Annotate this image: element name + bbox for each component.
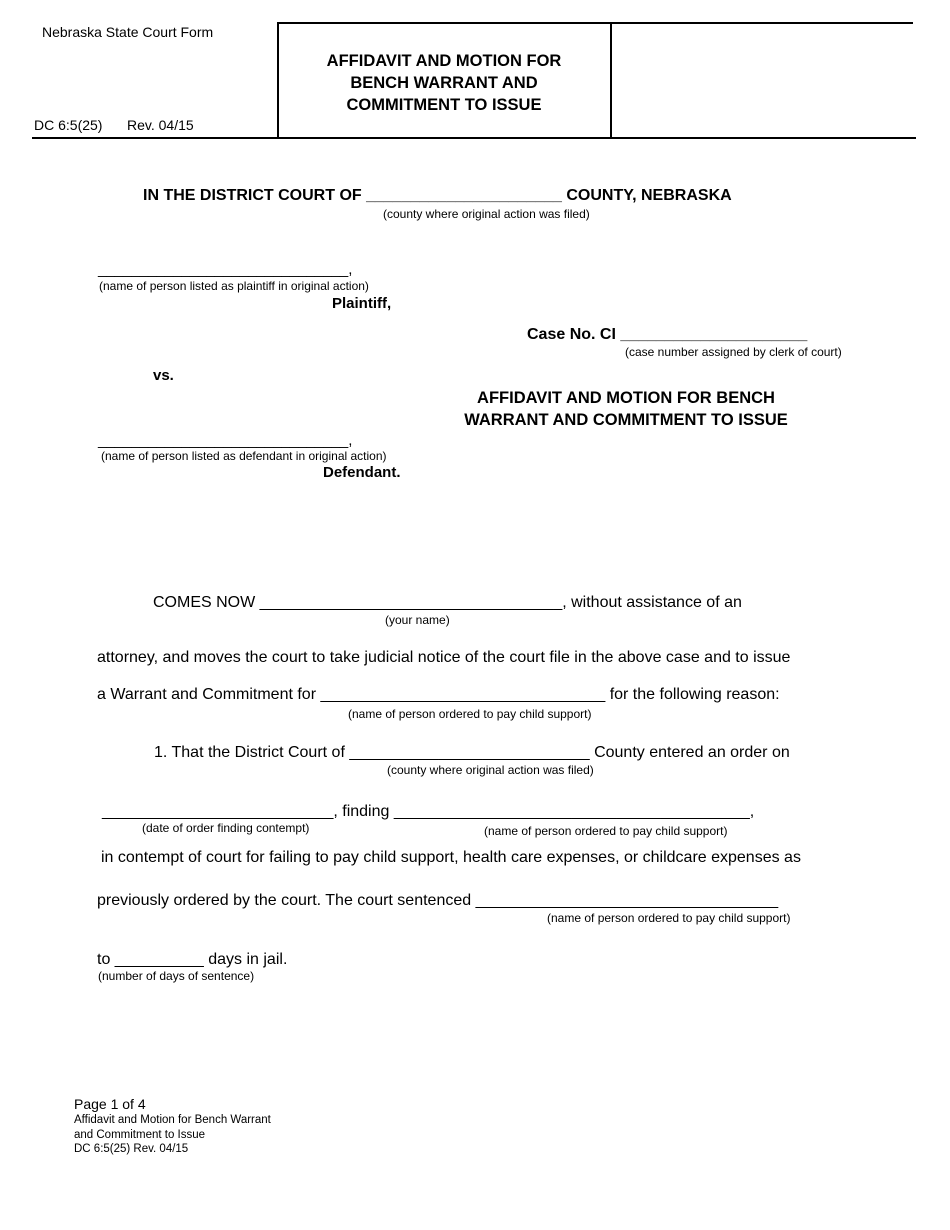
defendant-name-blank[interactable]: ______________________________, <box>98 432 353 449</box>
days-line <box>97 951 287 969</box>
court-suffix: COUNTY, NEBRASKA <box>566 187 732 204</box>
days-blank[interactable]: __________ <box>114 951 204 968</box>
sentenced-line <box>97 892 778 910</box>
finding-label: , finding <box>333 803 390 820</box>
header-title-line1: AFFIDAVIT AND MOTION FOR <box>326 52 562 70</box>
form-number: DC 6:5(25) <box>34 117 103 133</box>
days-suffix: days in jail. <box>208 951 288 968</box>
order-county-blank[interactable]: ___________________________ <box>349 744 590 761</box>
item-1-prefix: 1. That the District Court of <box>154 744 345 761</box>
your-name-hint: (your name) <box>385 613 450 627</box>
footer-title-line1: Affidavit and Motion for Bench Warrant <box>74 1114 271 1126</box>
case-number-line <box>527 326 807 344</box>
defendant-hint: (name of person listed as defendant in original action) <box>101 449 387 463</box>
plaintiff-name-blank[interactable]: ______________________________, <box>98 261 353 278</box>
order-date-blank[interactable]: __________________________ <box>102 803 334 820</box>
warrant-person-blank[interactable]: ________________________________ <box>320 686 606 703</box>
plaintiff-hint: (name of person listed as plaintiff in original action) <box>99 279 369 293</box>
county-hint: (county where original action was filed) <box>383 207 590 221</box>
comes-now-suffix: , without assistance of an <box>562 594 742 611</box>
contempt-text-line: in contempt of court for failing to pay child support, health care expenses, or childcare expenses as <box>101 849 801 866</box>
document-title-line2: WARRANT AND COMMITMENT TO ISSUE <box>464 411 788 429</box>
court-prefix: IN THE DISTRICT COURT OF <box>143 187 362 204</box>
court-line <box>143 187 732 205</box>
comes-now-line <box>153 594 742 612</box>
case-number-blank[interactable]: _____________________ <box>620 326 808 343</box>
header-title-line3: COMMITMENT TO ISSUE <box>346 96 542 114</box>
case-number-hint: (case number assigned by clerk of court) <box>625 345 842 359</box>
item-1-line <box>154 744 790 762</box>
header-title-line2: BENCH WARRANT AND <box>350 74 538 92</box>
sentenced-person-hint: (name of person ordered to pay child support) <box>547 911 791 925</box>
page-number: Page 1 of 4 <box>74 1096 146 1112</box>
form-source: Nebraska State Court Form <box>42 24 214 40</box>
motion-text-line: attorney, and moves the court to take judicial notice of the court file in the above case and to issue <box>97 649 791 666</box>
plaintiff-label: Plaintiff, <box>332 295 392 312</box>
footer-title-line2: and Commitment to Issue <box>74 1129 206 1141</box>
footer-form-number: DC 6:5(25) Rev. 04/15 <box>74 1143 189 1155</box>
contempt-person-blank[interactable]: ________________________________________, <box>393 803 755 820</box>
order-date-hint: (date of order finding contempt) <box>142 821 310 835</box>
warrant-for-line <box>97 686 780 704</box>
form-revision: Rev. 04/15 <box>127 117 194 133</box>
finding-line <box>102 803 754 821</box>
order-county-hint: (county where original action was filed) <box>387 763 594 777</box>
header-title <box>278 50 610 116</box>
warrant-person-hint: (name of person ordered to pay child support) <box>348 707 592 721</box>
sentenced-prefix: previously ordered by the court. The court sentenced <box>97 892 472 909</box>
days-hint: (number of days of sentence) <box>98 969 255 983</box>
days-prefix: to <box>97 951 111 968</box>
warrant-for-prefix: a Warrant and Commitment for <box>97 686 317 703</box>
your-name-blank[interactable]: __________________________________ <box>259 594 563 611</box>
contempt-person-hint: (name of person ordered to pay child support) <box>484 824 728 838</box>
document-title-line1: AFFIDAVIT AND MOTION FOR BENCH <box>477 389 775 407</box>
item-1-suffix: County entered an order on <box>594 744 790 761</box>
warrant-for-suffix: for the following reason: <box>609 686 780 703</box>
county-blank[interactable]: ______________________ <box>366 187 562 204</box>
versus-label: vs. <box>153 367 174 384</box>
case-label: Case No. CI <box>527 326 616 343</box>
comes-now-label: COMES NOW <box>153 594 256 611</box>
sentenced-person-blank[interactable]: __________________________________ <box>475 892 779 909</box>
defendant-label: Defendant. <box>323 464 401 481</box>
document-title <box>436 387 816 431</box>
